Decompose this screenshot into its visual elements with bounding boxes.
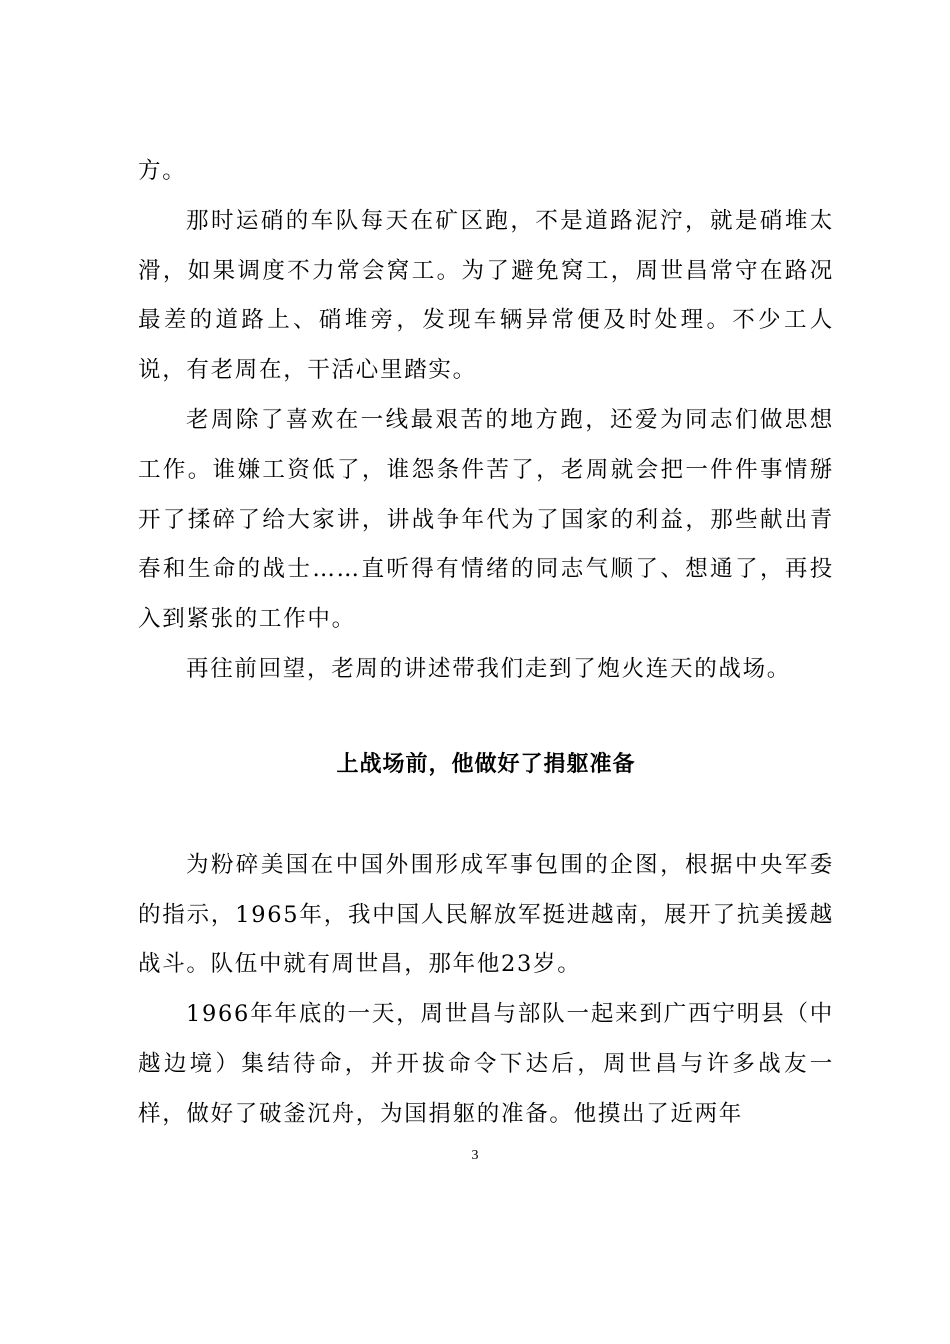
paragraph-continuation: 方。 (138, 158, 187, 184)
paragraph-looking-back: 再往前回望，老周的讲述带我们走到了炮火连天的战场。 (186, 655, 792, 682)
body-text (138, 147, 834, 1140)
paragraph-convoy: 那时运硝的车队每天在矿区跑，不是道路泥泞，就是硝堆太滑，如果调度不力常会窝工。为了避免窝工，周世昌常守在路况最差的道路上、硝堆旁，发现车辆异常便及时处理。不少工人说，有老周在，干活心里踏实。 (138, 207, 834, 384)
paragraph-ningming-1966: 1966年年底的一天，周世昌与部队一起来到广西宁明县（中越边境）集结待命，并开拔命令下达后，周世昌与许多战友一样，做好了破釜沉舟，为国捐躯的准备。他摸出了近两年 (138, 1001, 834, 1127)
paragraph-vietnam-1965: 为粉碎美国在中国外围形成军事包围的企图，根据中央军委的指示，1965年，我中国人民解放军挺进越南，展开了抗美援越战斗。队伍中就有周世昌，那年他23岁。 (138, 851, 834, 978)
paragraph-ideological-work: 老周除了喜欢在一线最艰苦的地方跑，还爱为同志们做思想工作。谁嫌工资低了，谁怨条件苦了，老周就会把一件件事情掰开了揉碎了给大家讲，讲战争年代为了国家的利益，那些献出青春和生命的战士……直听得有情绪的同志气顺了、想通了，再投入到紧张的工作中。 (138, 406, 834, 633)
page-number: 3 (471, 1148, 479, 1163)
section-heading: 上战场前，他做好了捐躯准备 (336, 751, 636, 777)
